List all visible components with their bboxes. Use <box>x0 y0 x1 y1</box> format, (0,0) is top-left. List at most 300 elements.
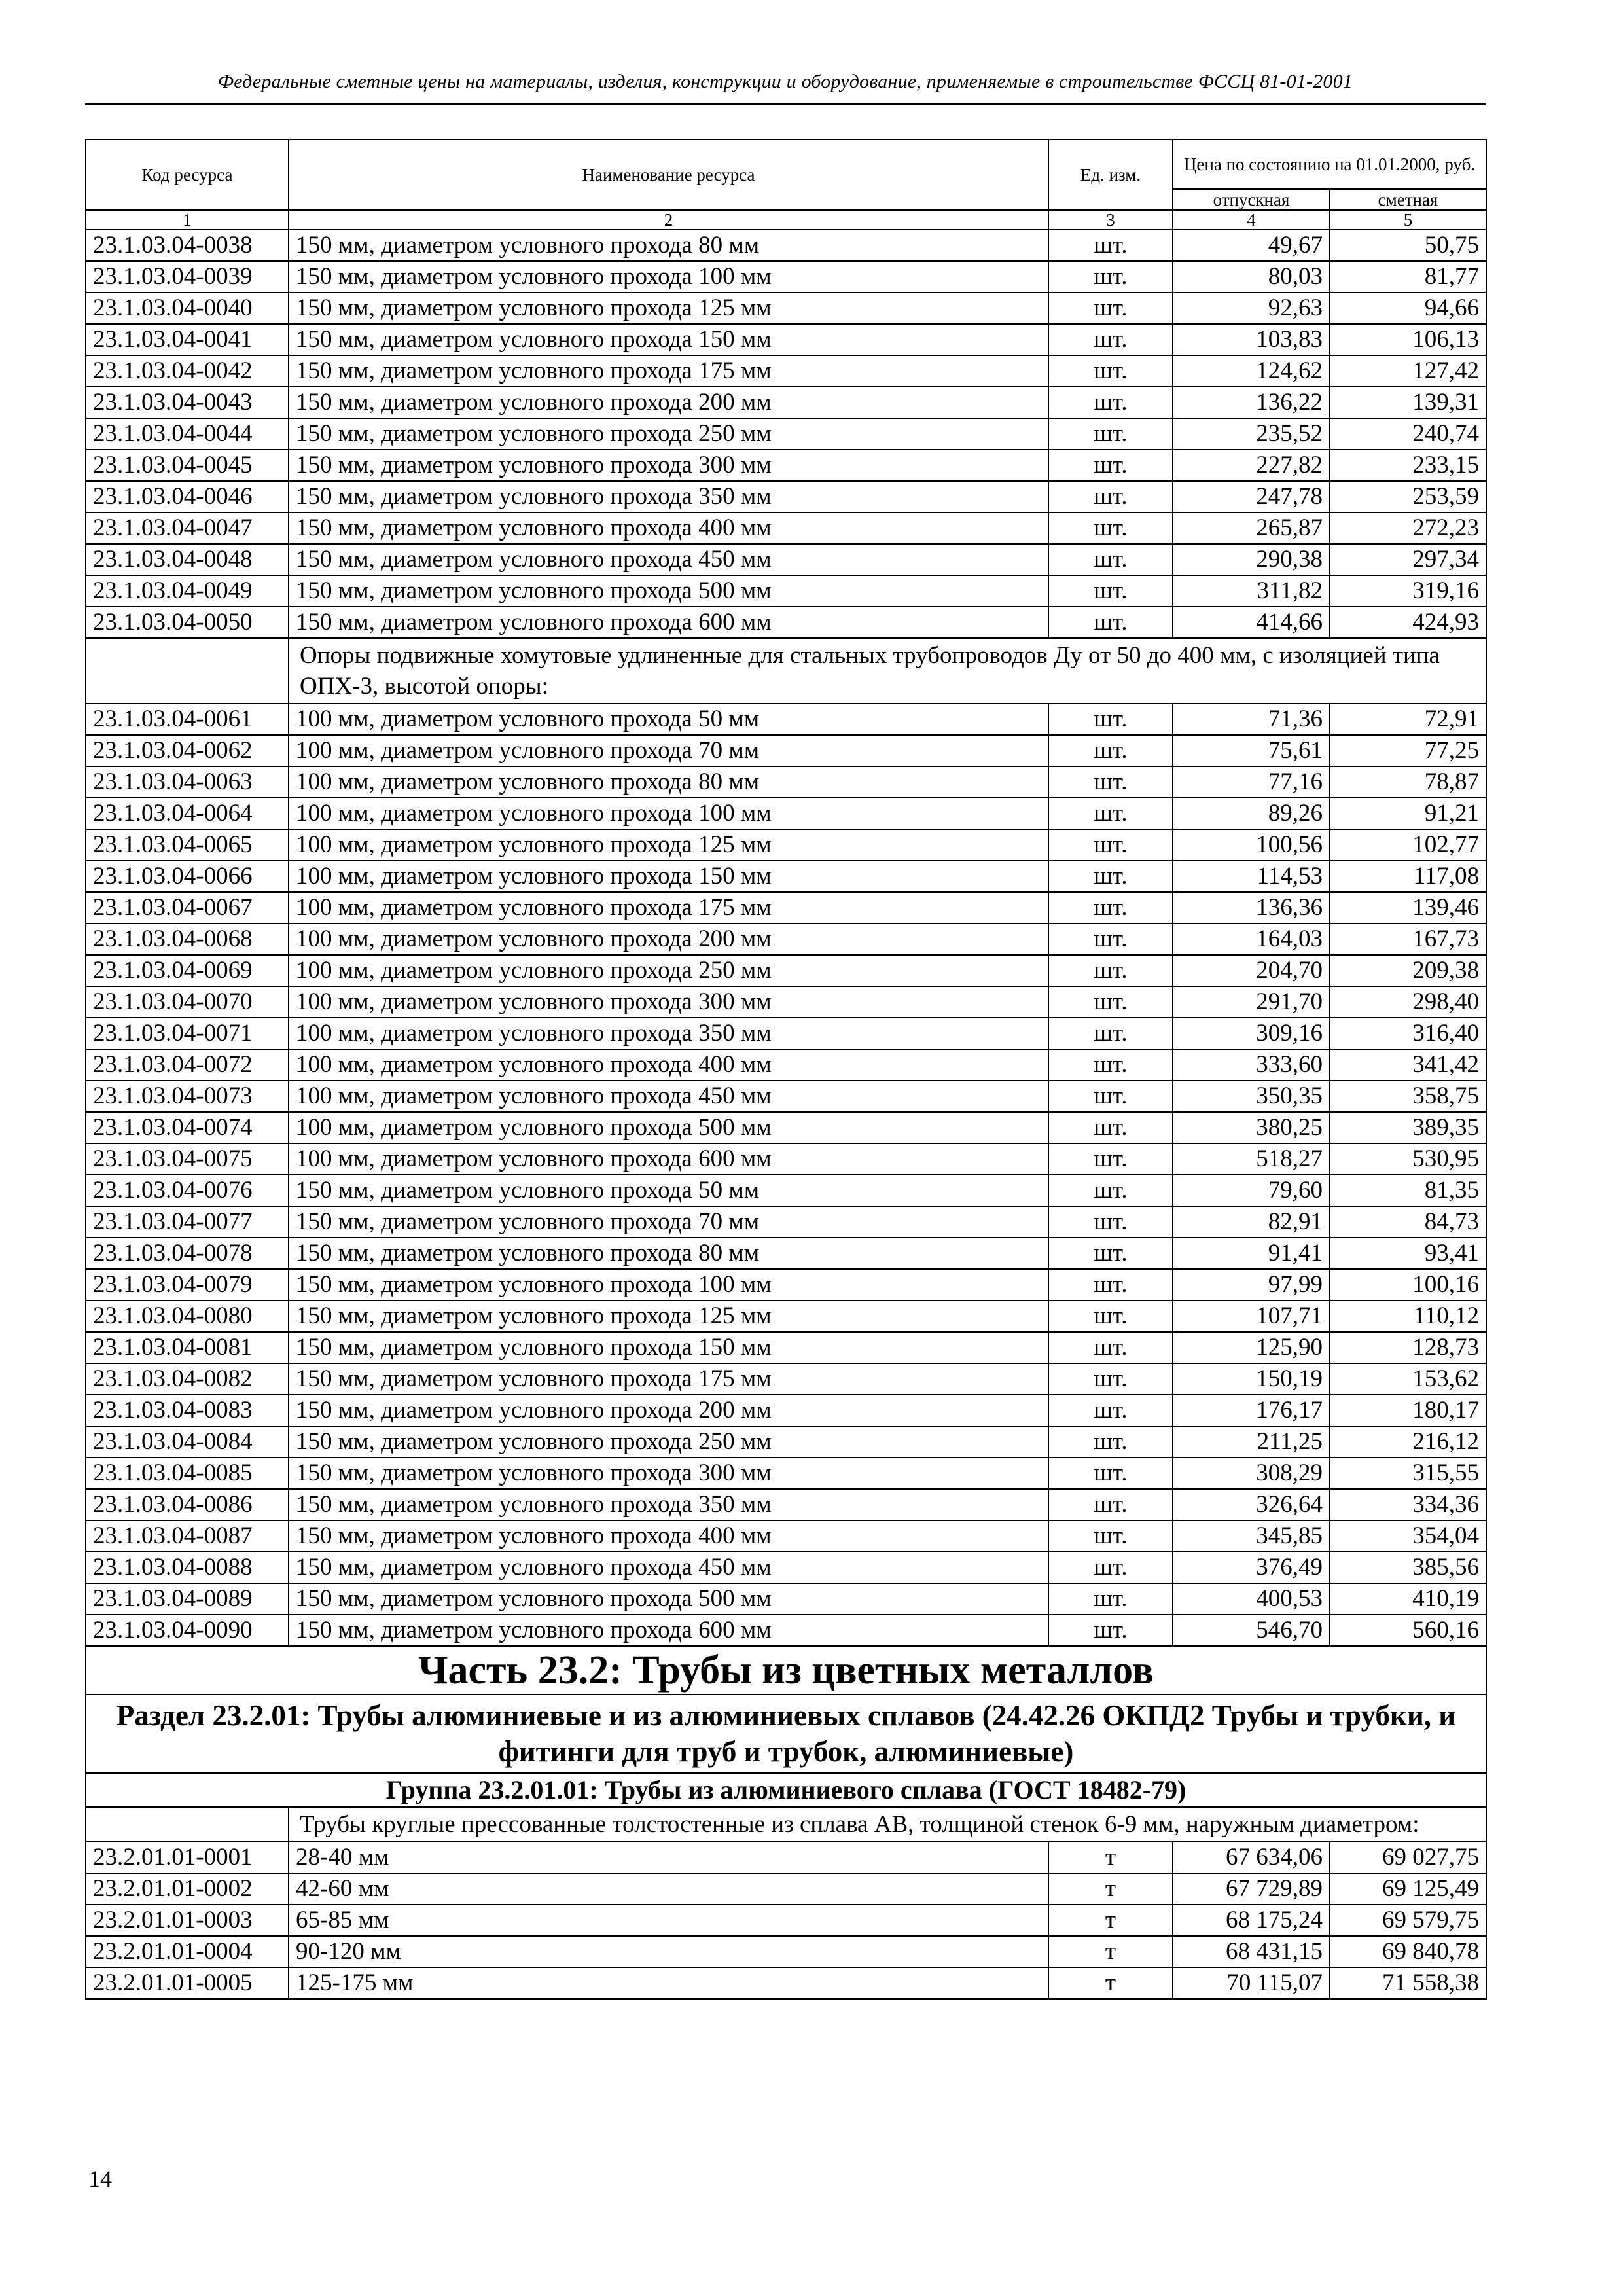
code-cell: 23.1.03.04-0046 <box>86 481 289 512</box>
name-cell: 150 мм, диаметром условного прохода 350 мм <box>289 481 1048 512</box>
name-cell: 150 мм, диаметром условного прохода 100 мм <box>289 261 1048 293</box>
release-price-cell: 67 634,06 <box>1173 1842 1330 1873</box>
table-row <box>86 1615 1486 1646</box>
unit-cell: шт. <box>1048 735 1173 766</box>
estimate-price-cell: 94,66 <box>1330 293 1486 324</box>
name-cell: 150 мм, диаметром условного прохода 150 мм <box>289 1332 1048 1363</box>
unit-cell: шт. <box>1048 1018 1173 1049</box>
col-number: 5 <box>1330 210 1486 230</box>
code-cell: 23.1.03.04-0079 <box>86 1269 289 1300</box>
code-cell: 23.2.01.01-0003 <box>86 1905 289 1936</box>
table-row <box>86 1269 1486 1300</box>
col-header-estimate-price: сметная <box>1330 189 1486 210</box>
estimate-price-cell: 81,77 <box>1330 261 1486 293</box>
name-cell: 150 мм, диаметром условного прохода 450 мм <box>289 544 1048 575</box>
estimate-price-cell: 139,46 <box>1330 892 1486 924</box>
estimate-price-cell: 315,55 <box>1330 1458 1486 1489</box>
estimate-price-cell: 93,41 <box>1330 1238 1486 1269</box>
code-cell: 23.1.03.04-0048 <box>86 544 289 575</box>
code-cell: 23.1.03.04-0073 <box>86 1081 289 1112</box>
name-cell: 150 мм, диаметром условного прохода 125 мм <box>289 1300 1048 1332</box>
name-cell: 90-120 мм <box>289 1936 1048 1967</box>
name-cell: 150 мм, диаметром условного прохода 300 мм <box>289 1458 1048 1489</box>
estimate-price-cell: 385,56 <box>1330 1552 1486 1583</box>
unit-cell: шт. <box>1048 512 1173 544</box>
table-row <box>86 924 1486 955</box>
code-cell: 23.1.03.04-0041 <box>86 324 289 355</box>
code-cell: 23.1.03.04-0077 <box>86 1206 289 1238</box>
code-cell: 23.1.03.04-0042 <box>86 355 289 387</box>
estimate-price-cell: 117,08 <box>1330 861 1486 892</box>
name-cell: 150 мм, диаметром условного прохода 400 мм <box>289 1520 1048 1552</box>
table-row <box>86 1583 1486 1615</box>
release-price-cell: 265,87 <box>1173 512 1330 544</box>
release-price-cell: 235,52 <box>1173 418 1330 450</box>
unit-cell: шт. <box>1048 1520 1173 1552</box>
code-cell: 23.1.03.04-0047 <box>86 512 289 544</box>
release-price-cell: 79,60 <box>1173 1175 1330 1206</box>
header-rule <box>85 103 1486 105</box>
code-cell: 23.1.03.04-0050 <box>86 607 289 638</box>
table-row <box>86 1081 1486 1112</box>
code-cell: 23.2.01.01-0005 <box>86 1967 289 1999</box>
release-price-cell: 150,19 <box>1173 1363 1330 1395</box>
code-cell: 23.1.03.04-0083 <box>86 1395 289 1426</box>
unit-cell: шт. <box>1048 230 1173 261</box>
name-cell: 150 мм, диаметром условного прохода 350 мм <box>289 1489 1048 1520</box>
estimate-price-cell: 153,62 <box>1330 1363 1486 1395</box>
col-header-name: Наименование ресурса <box>289 139 1048 210</box>
table-row <box>86 829 1486 861</box>
release-price-cell: 114,53 <box>1173 861 1330 892</box>
release-price-cell: 291,70 <box>1173 986 1330 1018</box>
release-price-cell: 124,62 <box>1173 355 1330 387</box>
release-price-cell: 67 729,89 <box>1173 1873 1330 1905</box>
table-row <box>86 1112 1486 1143</box>
part-section-group <box>86 1646 1486 1842</box>
name-cell: 100 мм, диаметром условного прохода 500 мм <box>289 1112 1048 1143</box>
subheading-supports-text: Опоры подвижные хомутовые удлиненные для стальных трубопроводов Ду от 50 до 400 мм, с изоляцией типа ОПХ-3, высотой опоры: <box>289 638 1486 704</box>
release-price-cell: 204,70 <box>1173 955 1330 986</box>
estimate-price-cell: 209,38 <box>1330 955 1486 986</box>
estimate-price-cell: 410,19 <box>1330 1583 1486 1615</box>
col-number: 1 <box>86 210 289 230</box>
estimate-price-cell: 354,04 <box>1330 1520 1486 1552</box>
code-cell: 23.1.03.04-0061 <box>86 704 289 735</box>
estimate-price-cell: 334,36 <box>1330 1489 1486 1520</box>
table-row <box>86 735 1486 766</box>
estimate-price-cell: 319,16 <box>1330 575 1486 607</box>
release-price-cell: 518,27 <box>1173 1143 1330 1175</box>
estimate-price-cell: 69 125,49 <box>1330 1873 1486 1905</box>
name-cell: 150 мм, диаметром условного прохода 70 мм <box>289 1206 1048 1238</box>
rows-group-c <box>86 1842 1486 1999</box>
code-cell: 23.1.03.04-0044 <box>86 418 289 450</box>
unit-cell: т <box>1048 1967 1173 1999</box>
name-cell: 42-60 мм <box>289 1873 1048 1905</box>
estimate-price-cell: 100,16 <box>1330 1269 1486 1300</box>
name-cell: 150 мм, диаметром условного прохода 250 мм <box>289 418 1048 450</box>
name-cell: 100 мм, диаметром условного прохода 600 мм <box>289 1143 1048 1175</box>
col-header-unit: Ед. изм. <box>1048 139 1173 210</box>
release-price-cell: 414,66 <box>1173 607 1330 638</box>
col-header-release-price: отпускная <box>1173 189 1330 210</box>
name-cell: 150 мм, диаметром условного прохода 125 мм <box>289 293 1048 324</box>
table-row <box>86 1842 1486 1873</box>
table-row <box>86 766 1486 798</box>
unit-cell: шт. <box>1048 704 1173 735</box>
release-price-cell: 333,60 <box>1173 1049 1330 1081</box>
unit-cell: шт. <box>1048 1300 1173 1332</box>
table-row <box>86 481 1486 512</box>
table-row <box>86 324 1486 355</box>
release-price-cell: 92,63 <box>1173 293 1330 324</box>
price-table <box>85 139 1487 2000</box>
col-header-price: Цена по состоянию на 01.01.2000, руб. <box>1173 139 1486 189</box>
estimate-price-cell: 341,42 <box>1330 1049 1486 1081</box>
subheading-code-cell <box>86 1807 289 1842</box>
subheading-pipes-text: Трубы круглые прессованные толстостенные из сплава АВ, толщиной стенок 6-9 мм, наружным диаметром: <box>289 1807 1486 1842</box>
code-cell: 23.1.03.04-0086 <box>86 1489 289 1520</box>
code-cell: 23.1.03.04-0076 <box>86 1175 289 1206</box>
release-price-cell: 164,03 <box>1173 924 1330 955</box>
release-price-cell: 290,38 <box>1173 544 1330 575</box>
unit-cell: т <box>1048 1936 1173 1967</box>
unit-cell: шт. <box>1048 481 1173 512</box>
estimate-price-cell: 216,12 <box>1330 1426 1486 1458</box>
table-row <box>86 261 1486 293</box>
code-cell: 23.2.01.01-0001 <box>86 1842 289 1873</box>
release-price-cell: 89,26 <box>1173 798 1330 829</box>
release-price-cell: 70 115,07 <box>1173 1967 1330 1999</box>
table-row <box>86 955 1486 986</box>
code-cell: 23.1.03.04-0084 <box>86 1426 289 1458</box>
table-row <box>86 1967 1486 1999</box>
estimate-price-cell: 180,17 <box>1330 1395 1486 1426</box>
table-row <box>86 387 1486 418</box>
table-row <box>86 1552 1486 1583</box>
release-price-cell: 100,56 <box>1173 829 1330 861</box>
code-cell: 23.1.03.04-0068 <box>86 924 289 955</box>
name-cell: 100 мм, диаметром условного прохода 50 мм <box>289 704 1048 735</box>
table-row <box>86 512 1486 544</box>
release-price-cell: 49,67 <box>1173 230 1330 261</box>
release-price-cell: 376,49 <box>1173 1552 1330 1583</box>
estimate-price-cell: 167,73 <box>1330 924 1486 955</box>
section-title: Раздел 23.2.01: Трубы алюминиевые и из алюминиевых сплавов (24.42.26 ОКПД2 Трубы и трубки, и фитинги для труб и трубок, алюминиевые) <box>86 1695 1486 1773</box>
table-row <box>86 1175 1486 1206</box>
code-cell: 23.1.03.04-0067 <box>86 892 289 924</box>
code-cell: 23.1.03.04-0043 <box>86 387 289 418</box>
code-cell: 23.1.03.04-0072 <box>86 1049 289 1081</box>
name-cell: 150 мм, диаметром условного прохода 500 мм <box>289 575 1048 607</box>
estimate-price-cell: 358,75 <box>1330 1081 1486 1112</box>
release-price-cell: 227,82 <box>1173 450 1330 481</box>
code-cell: 23.1.03.04-0038 <box>86 230 289 261</box>
estimate-price-cell: 72,91 <box>1330 704 1486 735</box>
group-title: Группа 23.2.01.01: Трубы из алюминиевого сплава (ГОСТ 18482-79) <box>86 1773 1486 1807</box>
unit-cell: шт. <box>1048 261 1173 293</box>
code-cell: 23.1.03.04-0039 <box>86 261 289 293</box>
estimate-price-cell: 102,77 <box>1330 829 1486 861</box>
rows-group-a <box>86 230 1486 638</box>
unit-cell: шт. <box>1048 1426 1173 1458</box>
name-cell: 150 мм, диаметром условного прохода 50 мм <box>289 1175 1048 1206</box>
subheading-b-group <box>86 638 1486 704</box>
unit-cell: шт. <box>1048 387 1173 418</box>
name-cell: 100 мм, диаметром условного прохода 450 мм <box>289 1081 1048 1112</box>
unit-cell: шт. <box>1048 924 1173 955</box>
unit-cell: шт. <box>1048 955 1173 986</box>
unit-cell: шт. <box>1048 1458 1173 1489</box>
release-price-cell: 136,22 <box>1173 387 1330 418</box>
code-cell: 23.1.03.04-0075 <box>86 1143 289 1175</box>
estimate-price-cell: 272,23 <box>1330 512 1486 544</box>
estimate-price-cell: 84,73 <box>1330 1206 1486 1238</box>
code-cell: 23.1.03.04-0071 <box>86 1018 289 1049</box>
name-cell: 100 мм, диаметром условного прохода 100 мм <box>289 798 1048 829</box>
name-cell: 100 мм, диаметром условного прохода 125 мм <box>289 829 1048 861</box>
estimate-price-cell: 106,13 <box>1330 324 1486 355</box>
code-cell: 23.1.03.04-0090 <box>86 1615 289 1646</box>
release-price-cell: 80,03 <box>1173 261 1330 293</box>
unit-cell: шт. <box>1048 892 1173 924</box>
table-row <box>86 1018 1486 1049</box>
estimate-price-cell: 69 027,75 <box>1330 1842 1486 1873</box>
unit-cell: шт. <box>1048 1206 1173 1238</box>
estimate-price-cell: 560,16 <box>1330 1615 1486 1646</box>
estimate-price-cell: 316,40 <box>1330 1018 1486 1049</box>
table-row <box>86 450 1486 481</box>
release-price-cell: 77,16 <box>1173 766 1330 798</box>
release-price-cell: 75,61 <box>1173 735 1330 766</box>
code-cell: 23.1.03.04-0040 <box>86 293 289 324</box>
table-row <box>86 544 1486 575</box>
table-row <box>86 607 1486 638</box>
release-price-cell: 68 431,15 <box>1173 1936 1330 1967</box>
table-row <box>86 1905 1486 1936</box>
release-price-cell: 91,41 <box>1173 1238 1330 1269</box>
unit-cell: шт. <box>1048 1112 1173 1143</box>
unit-cell: шт. <box>1048 1143 1173 1175</box>
subheading-code-cell <box>86 638 289 704</box>
estimate-price-cell: 530,95 <box>1330 1143 1486 1175</box>
name-cell: 150 мм, диаметром условного прохода 100 мм <box>289 1269 1048 1300</box>
estimate-price-cell: 389,35 <box>1330 1112 1486 1143</box>
code-cell: 23.1.03.04-0078 <box>86 1238 289 1269</box>
release-price-cell: 125,90 <box>1173 1332 1330 1363</box>
release-price-cell: 176,17 <box>1173 1395 1330 1426</box>
page-number: 14 <box>88 2166 112 2192</box>
name-cell: 150 мм, диаметром условного прохода 500 мм <box>289 1583 1048 1615</box>
name-cell: 100 мм, диаметром условного прохода 300 мм <box>289 986 1048 1018</box>
name-cell: 150 мм, диаметром условного прохода 200 мм <box>289 387 1048 418</box>
part-title: Часть 23.2: Трубы из цветных металлов <box>86 1646 1486 1695</box>
unit-cell: шт. <box>1048 1363 1173 1395</box>
table-row <box>86 798 1486 829</box>
unit-cell: шт. <box>1048 861 1173 892</box>
name-cell: 150 мм, диаметром условного прохода 600 мм <box>289 607 1048 638</box>
name-cell: 100 мм, диаметром условного прохода 175 мм <box>289 892 1048 924</box>
table-row <box>86 1395 1486 1426</box>
release-price-cell: 345,85 <box>1173 1520 1330 1552</box>
release-price-cell: 136,36 <box>1173 892 1330 924</box>
name-cell: 150 мм, диаметром условного прохода 150 мм <box>289 324 1048 355</box>
code-cell: 23.1.03.04-0064 <box>86 798 289 829</box>
code-cell: 23.1.03.04-0065 <box>86 829 289 861</box>
name-cell: 100 мм, диаметром условного прохода 150 мм <box>289 861 1048 892</box>
name-cell: 150 мм, диаметром условного прохода 200 мм <box>289 1395 1048 1426</box>
table-row <box>86 1363 1486 1395</box>
unit-cell: шт. <box>1048 607 1173 638</box>
col-number: 4 <box>1173 210 1330 230</box>
release-price-cell: 82,91 <box>1173 1206 1330 1238</box>
unit-cell: шт. <box>1048 1395 1173 1426</box>
col-number: 3 <box>1048 210 1173 230</box>
release-price-cell: 380,25 <box>1173 1112 1330 1143</box>
estimate-price-cell: 127,42 <box>1330 355 1486 387</box>
name-cell: 150 мм, диаметром условного прохода 600 мм <box>289 1615 1048 1646</box>
unit-cell: шт. <box>1048 575 1173 607</box>
estimate-price-cell: 91,21 <box>1330 798 1486 829</box>
code-cell: 23.1.03.04-0087 <box>86 1520 289 1552</box>
name-cell: 28-40 мм <box>289 1842 1048 1873</box>
code-cell: 23.1.03.04-0081 <box>86 1332 289 1363</box>
table-row <box>86 1332 1486 1363</box>
release-price-cell: 211,25 <box>1173 1426 1330 1458</box>
table-row <box>86 1143 1486 1175</box>
table-row <box>86 230 1486 261</box>
name-cell: 100 мм, диаметром условного прохода 250 мм <box>289 955 1048 986</box>
unit-cell: шт. <box>1048 544 1173 575</box>
estimate-price-cell: 297,34 <box>1330 544 1486 575</box>
estimate-price-cell: 69 579,75 <box>1330 1905 1486 1936</box>
unit-cell: шт. <box>1048 1615 1173 1646</box>
name-cell: 100 мм, диаметром условного прохода 70 мм <box>289 735 1048 766</box>
estimate-price-cell: 139,31 <box>1330 387 1486 418</box>
code-cell: 23.1.03.04-0089 <box>86 1583 289 1615</box>
name-cell: 150 мм, диаметром условного прохода 400 мм <box>289 512 1048 544</box>
unit-cell: шт. <box>1048 798 1173 829</box>
code-cell: 23.1.03.04-0062 <box>86 735 289 766</box>
name-cell: 100 мм, диаметром условного прохода 200 мм <box>289 924 1048 955</box>
unit-cell: шт. <box>1048 766 1173 798</box>
table-row <box>86 1489 1486 1520</box>
table-row <box>86 1936 1486 1967</box>
table-row <box>86 1238 1486 1269</box>
code-cell: 23.1.03.04-0069 <box>86 955 289 986</box>
release-price-cell: 309,16 <box>1173 1018 1330 1049</box>
table-row <box>86 861 1486 892</box>
col-header-code: Код ресурса <box>86 139 289 210</box>
page-header: Федеральные сметные цены на материалы, изделия, конструкции и оборудование, применяемые в строительстве ФССЦ 81-01-2001 <box>217 71 1353 92</box>
code-cell: 23.1.03.04-0080 <box>86 1300 289 1332</box>
estimate-price-cell: 128,73 <box>1330 1332 1486 1363</box>
release-price-cell: 103,83 <box>1173 324 1330 355</box>
code-cell: 23.1.03.04-0074 <box>86 1112 289 1143</box>
rows-group-b <box>86 704 1486 1646</box>
release-price-cell: 350,35 <box>1173 1081 1330 1112</box>
estimate-price-cell: 77,25 <box>1330 735 1486 766</box>
unit-cell: шт. <box>1048 1238 1173 1269</box>
release-price-cell: 247,78 <box>1173 481 1330 512</box>
name-cell: 100 мм, диаметром условного прохода 350 мм <box>289 1018 1048 1049</box>
estimate-price-cell: 78,87 <box>1330 766 1486 798</box>
name-cell: 100 мм, диаметром условного прохода 400 мм <box>289 1049 1048 1081</box>
table-row <box>86 892 1486 924</box>
release-price-cell: 308,29 <box>1173 1458 1330 1489</box>
unit-cell: шт. <box>1048 1332 1173 1363</box>
estimate-price-cell: 81,35 <box>1330 1175 1486 1206</box>
code-cell: 23.1.03.04-0082 <box>86 1363 289 1395</box>
table-row <box>86 293 1486 324</box>
table-row <box>86 1206 1486 1238</box>
release-price-cell: 68 175,24 <box>1173 1905 1330 1936</box>
code-cell: 23.1.03.04-0045 <box>86 450 289 481</box>
name-cell: 150 мм, диаметром условного прохода 175 мм <box>289 355 1048 387</box>
name-cell: 150 мм, диаметром условного прохода 80 мм <box>289 1238 1048 1269</box>
code-cell: 23.1.03.04-0066 <box>86 861 289 892</box>
table-row <box>86 418 1486 450</box>
code-cell: 23.1.03.04-0049 <box>86 575 289 607</box>
release-price-cell: 107,71 <box>1173 1300 1330 1332</box>
release-price-cell: 97,99 <box>1173 1269 1330 1300</box>
release-price-cell: 311,82 <box>1173 575 1330 607</box>
estimate-price-cell: 424,93 <box>1330 607 1486 638</box>
table-row <box>86 575 1486 607</box>
code-cell: 23.2.01.01-0002 <box>86 1873 289 1905</box>
name-cell: 150 мм, диаметром условного прохода 450 мм <box>289 1552 1048 1583</box>
name-cell: 100 мм, диаметром условного прохода 80 мм <box>289 766 1048 798</box>
unit-cell: шт. <box>1048 829 1173 861</box>
table-row <box>86 1049 1486 1081</box>
unit-cell: шт. <box>1048 1583 1173 1615</box>
release-price-cell: 546,70 <box>1173 1615 1330 1646</box>
code-cell: 23.1.03.04-0085 <box>86 1458 289 1489</box>
name-cell: 150 мм, диаметром условного прохода 300 мм <box>289 450 1048 481</box>
unit-cell: т <box>1048 1905 1173 1936</box>
unit-cell: шт. <box>1048 355 1173 387</box>
table-row <box>86 986 1486 1018</box>
name-cell: 65-85 мм <box>289 1905 1048 1936</box>
code-cell: 23.1.03.04-0088 <box>86 1552 289 1583</box>
estimate-price-cell: 110,12 <box>1330 1300 1486 1332</box>
name-cell: 150 мм, диаметром условного прохода 80 мм <box>289 230 1048 261</box>
table-row <box>86 704 1486 735</box>
unit-cell: шт. <box>1048 418 1173 450</box>
table-row <box>86 1458 1486 1489</box>
unit-cell: шт. <box>1048 1175 1173 1206</box>
unit-cell: шт. <box>1048 1269 1173 1300</box>
name-cell: 150 мм, диаметром условного прохода 250 мм <box>289 1426 1048 1458</box>
unit-cell: шт. <box>1048 986 1173 1018</box>
unit-cell: шт. <box>1048 1489 1173 1520</box>
estimate-price-cell: 233,15 <box>1330 450 1486 481</box>
code-cell: 23.2.01.01-0004 <box>86 1936 289 1967</box>
release-price-cell: 326,64 <box>1173 1489 1330 1520</box>
release-price-cell: 400,53 <box>1173 1583 1330 1615</box>
table-row <box>86 1873 1486 1905</box>
estimate-price-cell: 50,75 <box>1330 230 1486 261</box>
unit-cell: шт. <box>1048 1049 1173 1081</box>
table-row <box>86 1426 1486 1458</box>
estimate-price-cell: 69 840,78 <box>1330 1936 1486 1967</box>
estimate-price-cell: 71 558,38 <box>1330 1967 1486 1999</box>
estimate-price-cell: 298,40 <box>1330 986 1486 1018</box>
unit-cell: шт. <box>1048 293 1173 324</box>
unit-cell: шт. <box>1048 1552 1173 1583</box>
col-number: 2 <box>289 210 1048 230</box>
